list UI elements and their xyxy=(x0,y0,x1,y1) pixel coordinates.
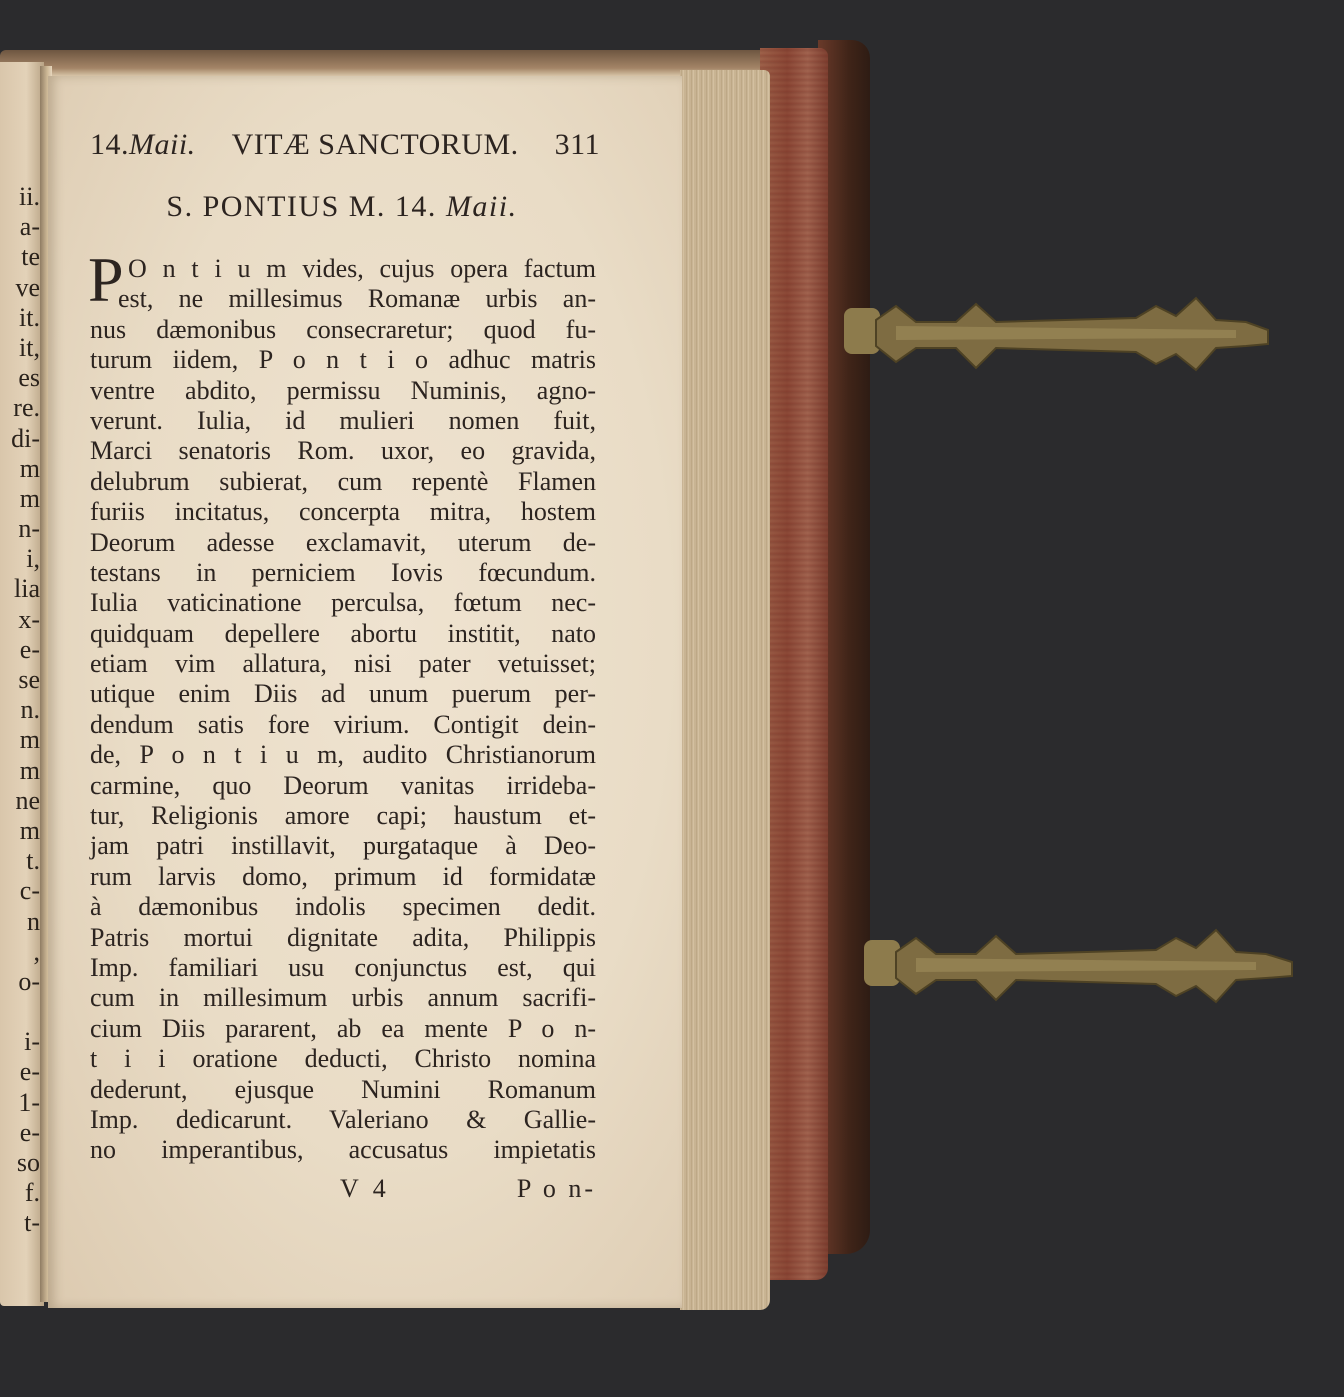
text-line: Imp. dedicarunt. Valeriano & Gallie- xyxy=(90,1104,596,1134)
left-fragment: i, xyxy=(26,544,40,574)
text-line: t i i oratione deducti, Christo nomina xyxy=(90,1044,596,1074)
text-line: cum in millesimum urbis annum sacrifi- xyxy=(90,983,596,1013)
running-head-title: VITÆ SANCTORUM. xyxy=(231,128,519,161)
lower-clasp xyxy=(856,912,1296,1012)
text-line: cium Diis pararent, ab ea mente P o n- xyxy=(90,1013,596,1043)
left-fragment: re. xyxy=(13,393,40,423)
catchword: P o n- xyxy=(516,1174,596,1203)
left-fragment: n. xyxy=(20,695,40,725)
left-fragment: ve xyxy=(15,272,40,302)
text-line: Deorum adesse exclamavit, uterum de- xyxy=(90,527,596,557)
page-block-edges xyxy=(680,70,770,1310)
left-fragment: c- xyxy=(19,876,40,906)
text-line: de, P o n t i u m, audito Christianorum xyxy=(90,740,596,770)
text-line: est, ne millesimus Romanæ urbis an- xyxy=(118,284,596,314)
left-fragment: te xyxy=(21,242,40,272)
left-fragment: e- xyxy=(19,1057,40,1087)
left-fragment: t. xyxy=(26,846,40,876)
running-head-date: 14.Maii. xyxy=(90,128,196,161)
left-fragment: se xyxy=(18,665,40,694)
text-line: etiam vim allatura, nisi pater vetuisset; xyxy=(90,649,596,679)
section-title: S. PONTIUS M. 14. Maii. xyxy=(166,190,518,223)
page-number: 311 xyxy=(554,128,600,161)
left-fragment: n- xyxy=(18,514,40,544)
page-footer xyxy=(90,1174,596,1210)
left-fragment: 1- xyxy=(18,1087,40,1117)
left-fragment: x- xyxy=(18,604,40,634)
upper-clasp xyxy=(836,282,1276,382)
left-fragment: f. xyxy=(24,1178,40,1208)
left-fragment: i- xyxy=(24,1027,40,1057)
page-text xyxy=(88,128,600,1203)
left-fragment: o- xyxy=(18,966,40,996)
text-line: carmine, quo Deorum vanitas irrideba- xyxy=(90,770,596,800)
text-line: à dæmonibus indolis specimen dedit. xyxy=(90,892,596,922)
left-fragment xyxy=(0,997,40,1027)
text-line: quidquam depellere abortu institit, nato xyxy=(90,618,596,648)
left-fragment: lia xyxy=(14,574,40,604)
left-fragment: m xyxy=(19,725,40,755)
left-fragment: e- xyxy=(19,634,40,664)
text-line: nus dæmonibus consecraretur; quod fu- xyxy=(90,314,596,344)
text-line: turum iidem, P o n t i o adhuc matris xyxy=(90,345,596,375)
body-text xyxy=(88,244,596,1166)
left-fragment: it. xyxy=(19,302,40,332)
left-fragment: ii. xyxy=(19,182,40,211)
book-fore-edge xyxy=(760,48,828,1280)
text-line: furiis incitatus, concerpta mitra, hostem xyxy=(90,497,596,527)
text-line: no imperantibus, accusatus impietatis xyxy=(90,1135,596,1165)
text-line: Patris mortui dignitate adita, Philippis xyxy=(90,922,596,952)
left-page-text-fragments xyxy=(0,182,40,1239)
left-fragment: m xyxy=(19,755,40,785)
text-line: Iulia vaticinatione perculsa, fœtum nec- xyxy=(90,588,596,618)
running-head xyxy=(90,128,600,168)
body-lines xyxy=(90,254,596,1166)
text-line: dederunt, ejusque Numini Romanum xyxy=(90,1074,596,1104)
left-facing-page xyxy=(0,62,44,1306)
left-fragment: m xyxy=(19,483,40,513)
left-fragment: a- xyxy=(19,212,40,242)
text-line: O n t i u m vides, cujus opera factum xyxy=(128,254,596,283)
text-line: ventre abdito, permissu Numinis, agno- xyxy=(90,375,596,405)
text-line: jam patri instillavit, purgataque à Deo- xyxy=(90,831,596,861)
left-fragment: it, xyxy=(19,332,40,362)
text-line: Imp. familiari usu conjunctus est, qui xyxy=(90,952,596,982)
left-fragment: ne xyxy=(15,785,40,815)
left-fragment: di- xyxy=(11,423,40,453)
text-line: verunt. Iulia, id mulieri nomen fuit, xyxy=(90,405,596,435)
drop-cap: P xyxy=(88,244,124,315)
signature-mark: V 4 xyxy=(340,1174,390,1203)
left-fragment: m xyxy=(19,815,40,845)
left-fragment: es xyxy=(18,363,40,393)
text-line: testans in perniciem Iovis fœcundum. xyxy=(90,557,596,587)
text-line: Marci senatoris Rom. uxor, eo gravida, xyxy=(90,436,596,466)
text-line: tur, Religionis amore capi; haustum et- xyxy=(90,801,596,831)
text-line: rum larvis domo, primum id formidatæ xyxy=(90,861,596,891)
left-fragment: n xyxy=(27,906,40,936)
text-line: delubrum subierat, cum repentè Flamen xyxy=(90,466,596,496)
left-fragment: , xyxy=(33,936,40,966)
left-fragment: m xyxy=(19,453,40,483)
text-line: dendum satis fore virium. Contigit dein- xyxy=(90,709,596,739)
left-fragment: so xyxy=(16,1148,40,1177)
text-line: utique enim Diis ad unum puerum per- xyxy=(90,679,596,709)
left-fragment: e- xyxy=(19,1117,40,1147)
left-fragment: t- xyxy=(24,1208,40,1238)
